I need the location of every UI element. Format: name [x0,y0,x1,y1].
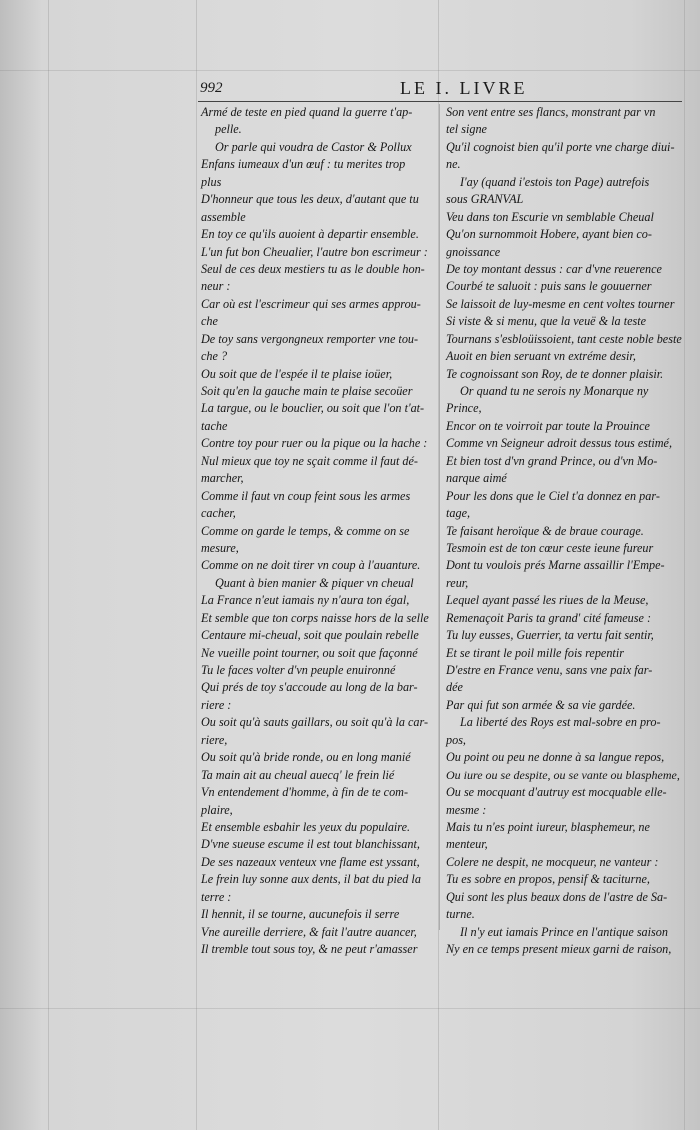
verse-line: Auoit en bien seruant vn extréme desir, [446,349,636,364]
verse-line: Armé de teste en pied quand la guerre t'ap- [201,105,413,119]
verse-line: Soit qu'en la gauche main te plaise secoüer [201,384,413,398]
verse-line: Tesmoin est de ton cœur ceste ieune fureur [446,540,654,555]
verse-line: Dont tu voulois prés Marne assaillir l'Empe- [446,558,665,573]
verse-line: Lequel ayant passé les riues de la Meuse, [446,593,649,608]
verse-line: Or parle qui voudra de Castor & Pollux [215,139,412,154]
verse-line: Son vent entre ses flancs, monstrant par vn [446,105,656,119]
verse-line: Comme vn Seigneur adroit dessus tous estimé, [446,436,673,451]
verse-line: Et bien tost d'vn grand Prince, ou d'vn Mo- [446,453,658,468]
verse-line: Pour les dons que le Ciel t'a donnez en par- [446,488,660,503]
verse-line: Encor on te voirroit par toute la Prouince [446,418,650,433]
verse-line: Il n'y eut iamais Prince en l'antique saison [460,924,668,939]
verse-line: assemble [201,209,246,224]
verse-line: La liberté des Roys est mal-sobre en pro- [460,715,661,730]
verse-line: L'un fut bon Cheualier, l'autre bon escrimeur : [201,244,428,259]
verse-line: sous GRANVAL [446,192,524,207]
verse-line: plus [201,174,222,189]
verse-line: Il hennit, il se tourne, aucunefois il serre [201,907,400,922]
verse-line: Seul de ces deux mestiers tu as le double hon- [201,261,425,276]
verse-line: neur : [201,279,231,294]
grid-line [196,0,197,1130]
verse-line: Or quand tu ne serois ny Monarque ny [460,384,649,398]
verse-line: Te faisant heroïque & de braue courage. [446,523,644,538]
verse-line: tage, [446,506,471,521]
verse-line: che [201,314,218,329]
verse-line: Ou iure ou se despite, ou se vante ou blaspheme, [446,767,680,782]
verse-line: mesme : [446,802,487,817]
right-text-column [446,104,682,958]
verse-line: Contre toy pour ruer ou la pique ou la hache : [201,436,428,451]
verse-line: Veu dans ton Escurie vn semblable Cheual [446,209,654,224]
verse-line: Car où est l'escrimeur qui ses armes approu- [201,296,421,311]
verse-line: gnoissance [446,244,501,259]
verse-line: Par qui fut son armée & sa vie gardée. [446,697,636,712]
page-header [200,78,680,100]
verse-line: Qui sont les plus beaux dons de l'astre de Sa- [446,889,668,904]
verse-line: Comme on garde le temps, & comme on se [201,523,410,538]
verse-line: De toy montant dessus : car d'vne reuerence [446,261,662,276]
verse-line: En toy ce qu'ils auoient à departir ensemble. [201,227,419,242]
verse-line: dée [446,680,463,695]
running-title: LE I. LIVRE [400,78,528,98]
verse-line: La targue, ou le bouclier, ou soit que l'on t'at- [201,401,425,416]
page-number: 992 [200,80,223,96]
verse-line: Quant à bien manier & piquer vn cheual [215,575,414,590]
verse-line: Tournans s'esbloüissoient, tant ceste noble beste [446,331,682,346]
verse-line: Si viste & si menu, que la veuë & la teste [446,314,647,329]
verse-line: pelle. [215,122,242,137]
verse-line: turne. [446,907,475,922]
verse-line: Vn entendement d'homme, à fin de te com- [201,785,409,800]
verse-line: tel signe [446,122,487,137]
verse-line: mesure, [201,540,239,555]
verse-line: ne. [446,157,461,172]
verse-line: Le frein luy sonne aux dents, il bat du pied la [201,872,421,887]
grid-line [48,0,49,1130]
verse-line: che ? [201,349,228,364]
verse-line: Tu luy eusses, Guerrier, ta vertu fait sentir, [446,628,654,643]
verse-line: Tu le faces volter d'vn peuple enuironné [201,663,396,677]
verse-line: Remenaçoit Paris ta grand' cité fameuse : [446,610,652,625]
verse-line: marcher, [201,471,244,486]
verse-line: Comme il faut vn coup feint sous les armes [201,488,411,503]
verse-line: Vne aureille derriere, & fait l'autre auancer, [201,924,417,939]
verse-line: Il tremble tout sous toy, & ne peut r'amasser [201,942,418,956]
verse-line: Et ensemble esbahir les yeux du populaire. [201,819,411,834]
verse-line: reur, [446,575,469,590]
verse-line: Ta main ait au cheual auecq' le frein lié [201,767,395,782]
verse-line: riere : [201,697,232,712]
grid-line [684,0,685,1130]
grid-line [0,70,700,71]
verse-line: Et semble que ton corps naisse hors de la selle [201,610,429,625]
verse-line: Ou soit qu'à sauts gaillars, ou soit qu'à la car- [201,715,429,730]
verse-line: Ny en ce temps present mieux garni de raison, [446,942,672,956]
verse-line: terre : [201,889,232,904]
column-divider [439,104,440,930]
verse-line: Mais tu n'es point iureur, blasphemeur, ne [446,819,650,834]
verse-line: De ses nazeaux venteux vne flame est yssant, [201,854,420,869]
verse-line: D'honneur que tous les deux, d'autant que tu [201,192,419,207]
verse-line: riere, [201,732,228,747]
verse-line: Ou soit qu'à bride ronde, ou en long manié [201,750,411,765]
verse-line: Centaure mi-cheual, soit que poulain rebelle [201,628,419,643]
verse-line: Ou soit que de l'espée il te plaise ioüer, [201,366,393,381]
verse-line: La France n'eut iamais ny n'aura ton égal, [201,593,410,608]
verse-line: Qu'on surnommoit Hobere, ayant bien co- [446,227,652,242]
verse-line: pos, [446,732,466,747]
verse-line: Se laissoit de luy-mesme en cent voltes tourner [446,296,675,311]
verse-line: plaire, [201,802,233,817]
verse-line: Ou point ou peu ne donne à sa langue repos, [446,750,665,765]
left-text-column [201,104,437,958]
verse-line: Prince, [446,401,482,416]
verse-line: narque aimé [446,471,507,486]
header-rule [198,101,682,102]
verse-line: De toy sans vergongneux remporter vne tou- [201,331,419,346]
verse-line: Qu'il cognoist bien qu'il porte vne charge diui- [446,139,675,154]
verse-line: Tu es sobre en propos, pensif & taciturne, [446,872,650,887]
verse-line: cacher, [201,506,236,521]
verse-line: menteur, [446,837,488,852]
verse-line: Courbé te saluoit : puis sans le gouuerner [446,279,652,294]
verse-line: D'estre en France venu, sans vne paix far- [446,663,653,677]
grid-line [0,1008,700,1009]
verse-line: Ne vueille point tourner, ou soit que façonné [201,645,418,660]
verse-line: D'vne sueuse escume il est tout blanchissant, [201,837,420,852]
verse-line: Te cognoissant son Roy, de te donner plaisir. [446,366,664,381]
verse-line: Nul mieux que toy ne sçait comme il faut dé- [201,453,418,468]
verse-line: Ou se mocquant d'autruy est mocquable elle- [446,785,667,800]
verse-line: Enfans iumeaux d'un œuf : tu merites trop [201,157,406,172]
verse-line: tache [201,418,228,433]
verse-line: Qui prés de toy s'accoude au long de la bar- [201,680,418,695]
verse-line: Colere ne despit, ne mocqueur, ne vanteur : [446,854,659,869]
verse-line: I'ay (quand i'estois ton Page) autrefois [460,174,650,189]
verse-line: Comme on ne doit tirer vn coup à l'auanture. [201,558,421,573]
verse-line: Et se tirant le poil mille fois repentir [446,645,624,660]
